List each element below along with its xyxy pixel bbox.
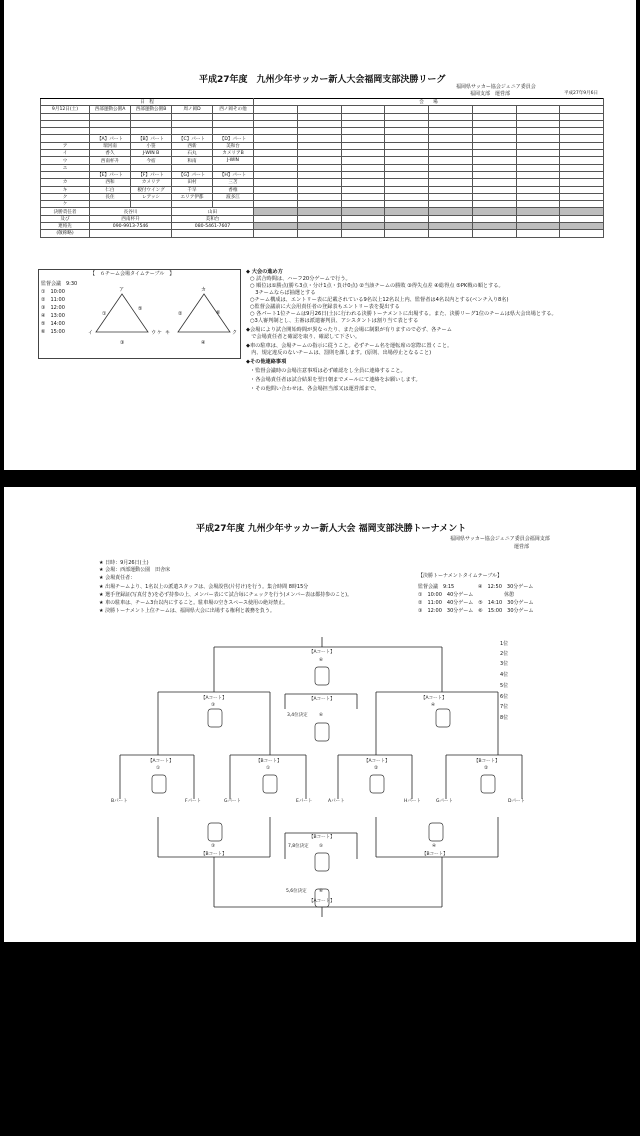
note-line: ◆会場により試合開始時間が異なったり、また会場に制限が有りますので必ず、各チーム bbox=[246, 327, 452, 333]
team-cell: 仁白 bbox=[90, 186, 131, 193]
tri-vertex: ク bbox=[232, 330, 238, 336]
team-cell: 今宿 bbox=[131, 157, 172, 164]
match-no: ⑥ bbox=[319, 713, 324, 718]
issue-date: 平成27年9月6日 bbox=[564, 91, 598, 96]
tt-row: ② 11:00 40分ゲーム ⑤ 14:10 30分ゲーム bbox=[418, 600, 534, 606]
info-line: ★ 会場責任者： bbox=[99, 575, 136, 581]
score-box bbox=[315, 667, 329, 685]
page-league bbox=[4, 0, 636, 470]
org-name: 福岡県サッカー協会ジュニア委員会 bbox=[456, 84, 536, 90]
team-slot: Bパート bbox=[111, 799, 128, 804]
info-line: ★ 選手登録証(写真付き)を必ず持参の上、メンバー表にて試合毎にチェックを行う(メンバー表は都持参のこと)。 bbox=[99, 592, 353, 598]
resp-label: (敬称略) bbox=[41, 230, 90, 237]
venue-cell: 周ノ岡D bbox=[172, 106, 213, 113]
tt-row: ④ 12:50 30分ゲーム bbox=[478, 584, 534, 590]
match-no: ⑥ bbox=[319, 889, 324, 894]
tri-edge: ② bbox=[178, 311, 183, 317]
team-kana: ア bbox=[41, 142, 90, 149]
resp-name: 長谷川 bbox=[90, 208, 172, 215]
date-header: 日 程 bbox=[41, 99, 254, 106]
org-dept: 福岡支部 運営部 bbox=[470, 91, 511, 97]
page-tournament bbox=[4, 487, 636, 942]
block-label: 【B】パート bbox=[131, 135, 172, 142]
team-kana: イ bbox=[41, 150, 90, 157]
team-cell: J-WIN B bbox=[131, 150, 172, 157]
triangle-right bbox=[178, 294, 230, 332]
tt-row: 監督会議 9:15 bbox=[418, 584, 455, 590]
tri-edge: ④ bbox=[201, 340, 206, 346]
note-line: 内、規定違反のないチームは、罰則を課します。(原則、出場停止となること) bbox=[246, 350, 432, 356]
team-kana: キ bbox=[41, 186, 90, 193]
tt-row: ③ 12:00 30分ゲーム ⑥ 15:00 30分ゲーム bbox=[418, 608, 534, 614]
team-cell: 和南 bbox=[172, 157, 213, 164]
court-label: 【Aコート】 bbox=[421, 696, 447, 701]
slot: ④ 13:00 bbox=[41, 313, 65, 319]
note-line: ○ 順位は①勝点(勝ち3点・分け1点・負け0点) ②当該チームの勝敗 ③得失点差 ④総得点 ⑤PK戦の順とする。 bbox=[250, 283, 504, 289]
team-slot: Fパート bbox=[185, 799, 202, 804]
note-line: ◆車の駐車は、会場チームの指示に従うこと。必ずチーム名を運転席の窓際に置くこと。 bbox=[246, 343, 453, 349]
info-line: ★ 出場チームより、1名以上の派遣スタッフは、会場設営(片付け)を行う。集合時間 8時15分 bbox=[99, 584, 309, 590]
score-box bbox=[429, 823, 443, 841]
note-line: ・各会場責任者は試合結果を翌日朝までメールにて連絡をお願いします。 bbox=[250, 377, 421, 383]
team-cell: 西和 bbox=[90, 179, 131, 186]
team-cell: 長住 bbox=[90, 193, 131, 200]
block-label: 【H】パート bbox=[213, 171, 254, 178]
match-label: 5,6位決定 bbox=[286, 889, 307, 894]
note-line: ○ 試合時間は、ハーフ20分ゲームで行う。 bbox=[250, 276, 351, 282]
venue-cell: 西ノ岡その他 bbox=[213, 106, 254, 113]
court-label: 【Aコート】 bbox=[364, 759, 390, 764]
match-no: ③ bbox=[211, 844, 216, 849]
team-slot: Gパート bbox=[436, 799, 453, 804]
tri-edge: ① bbox=[102, 311, 107, 317]
block-label: 【G】パート bbox=[172, 171, 213, 178]
court-label: 【Bコート】 bbox=[309, 835, 335, 840]
match-label: 7,8位決定 bbox=[288, 844, 309, 849]
team-cell: 香久 bbox=[90, 150, 131, 157]
resp-tel: 080-5461-7607 bbox=[172, 223, 254, 230]
court-label: 【Aコート】 bbox=[148, 759, 174, 764]
meeting-time: 監督会議 9:30 bbox=[41, 281, 78, 287]
team-cell: 石丸 bbox=[172, 150, 213, 157]
note-line: ○ 各パート1位チームは9月26日(土)に行われる決勝トーナメントに出場する。また、決勝リーグ1位のチームは県大会出場とする。 bbox=[250, 311, 557, 317]
triangle-diagram bbox=[4, 0, 636, 470]
org-name: 福岡県サッカー協会ジュニア委員会福岡支部 bbox=[450, 536, 550, 542]
team-cell: レアッシ bbox=[131, 193, 172, 200]
team-slot: Gパート bbox=[224, 799, 241, 804]
team-kana: ウ bbox=[41, 157, 90, 164]
page-title: 平成27年度 九州少年サッカー新人大会福岡支部決勝リーグ bbox=[199, 75, 446, 85]
court-label: 【Aコート】 bbox=[201, 696, 227, 701]
venue-cell: 西部運動公園A bbox=[90, 106, 131, 113]
note-line: で会場責任者と確認を取り、確認して下さい。 bbox=[246, 334, 361, 340]
team-cell: 瑞河南 bbox=[90, 142, 131, 149]
score-box bbox=[208, 709, 222, 727]
slot: ① 10:00 bbox=[41, 289, 65, 295]
info-line: ★ 決勝トーナメント上位チームは、福岡県大会に出場する権利と義務を負う。 bbox=[99, 608, 275, 614]
note-line: ・監督会議時の会場注意事項は必ず確認をし全員に連絡すること。 bbox=[250, 368, 406, 374]
resp-label: 及び bbox=[41, 215, 90, 222]
slot: ⑤ 14:00 bbox=[41, 321, 65, 327]
team-slot: Aパート bbox=[328, 799, 345, 804]
info-line: ★ 日時：9月26日(土) bbox=[99, 560, 149, 566]
court-label: 【Bコート】 bbox=[201, 852, 227, 857]
timetable-title: 【 ６チーム会場タイムテーブル 】 bbox=[90, 271, 175, 277]
note-line: ○3人審判制とし、主審は派遣審判員、アシスタントは割り当て表とする bbox=[250, 318, 419, 324]
note-line: 3チームならば抽選とする bbox=[250, 290, 316, 296]
team-cell: 西南杯升 bbox=[90, 157, 131, 164]
tri-edge: ③ bbox=[120, 340, 125, 346]
venue-cell: 西部運動公園B bbox=[131, 106, 172, 113]
match-no: ① bbox=[156, 766, 161, 771]
tri-vertex: ア bbox=[119, 287, 125, 293]
note-line: ○監督会議前に大会用責任者の登録表もエントリー表を提出する bbox=[250, 304, 400, 310]
tri-vertex: イ bbox=[88, 330, 94, 336]
court-label: 【Bコート】 bbox=[256, 759, 282, 764]
rank-label: 2位 bbox=[500, 651, 509, 657]
court-label: 【Aコート】 bbox=[309, 899, 335, 904]
team-slot: Dパート bbox=[508, 799, 525, 804]
team-cell: 美和台 bbox=[213, 142, 254, 149]
court-label: 【Aコート】 bbox=[309, 650, 335, 655]
match-no: ① bbox=[266, 766, 271, 771]
rank-label: 4位 bbox=[500, 672, 509, 678]
page-title: 平成27年度 九州少年サッカー新人大会 福岡支部決勝トーナメント bbox=[196, 524, 467, 534]
match-no: ③ bbox=[211, 703, 216, 708]
team-kana: カ bbox=[41, 179, 90, 186]
date-cell: 9月12日(土) bbox=[41, 106, 90, 113]
org-dept: 運営部 bbox=[514, 544, 530, 550]
score-box bbox=[263, 775, 277, 793]
team-kana: ケ bbox=[41, 201, 90, 208]
score-box bbox=[315, 723, 329, 741]
team-cell: J-WIN bbox=[213, 157, 254, 164]
notes-heading: ◆その他連絡事項 bbox=[246, 359, 287, 365]
block-label: 【A】パート bbox=[90, 135, 131, 142]
court-label: 【Bコート】 bbox=[422, 852, 448, 857]
match-no: ② bbox=[484, 766, 489, 771]
team-cell: カメリアB bbox=[213, 150, 254, 157]
score-box bbox=[370, 775, 384, 793]
tri-vertex: ウ bbox=[151, 330, 157, 336]
team-cell: 香椎 bbox=[213, 186, 254, 193]
resp-label: 連絡先 bbox=[41, 223, 90, 230]
resp-club: 西南杯升 bbox=[90, 215, 172, 222]
tri-extra: ケ bbox=[157, 330, 163, 336]
match-no: ④ bbox=[432, 844, 437, 849]
court-label: 【Bコート】 bbox=[474, 759, 500, 764]
court-label: 【Aコート】 bbox=[309, 697, 335, 702]
team-cell: 三苫 bbox=[213, 179, 254, 186]
match-no: ⑥ bbox=[319, 658, 324, 663]
tt-row: 休憩 bbox=[504, 592, 515, 598]
team-slot: Eパート bbox=[296, 799, 313, 804]
team-cell: エリア伊都 bbox=[172, 193, 213, 200]
match-no: ④ bbox=[431, 703, 436, 708]
rank-label: 8位 bbox=[500, 715, 509, 721]
team-cell: 千早 bbox=[172, 186, 213, 193]
team-cell: 田村 bbox=[172, 179, 213, 186]
rank-label: 3位 bbox=[500, 661, 509, 667]
venue-header: 会 場 bbox=[254, 99, 604, 106]
slot: ② 11:00 bbox=[41, 297, 65, 303]
team-cell: カメリア bbox=[131, 179, 172, 186]
match-no: ② bbox=[374, 766, 379, 771]
tri-vertex: カ bbox=[201, 287, 207, 293]
score-box bbox=[436, 709, 450, 727]
team-cell: 小笹 bbox=[131, 142, 172, 149]
slot: ⑥ 15:00 bbox=[41, 329, 65, 335]
rank-label: 1位 bbox=[500, 641, 509, 647]
block-label: 【E】パート bbox=[90, 171, 131, 178]
resp-label: 決勝責任者 bbox=[41, 208, 90, 215]
score-box bbox=[208, 823, 222, 841]
score-box bbox=[315, 853, 329, 871]
slot: ③ 12:00 bbox=[41, 305, 65, 311]
team-cell: 板付ウイング bbox=[131, 186, 172, 193]
note-line: ・その他問い合わせは、各会場担当部又は運営部まで。 bbox=[250, 386, 380, 392]
rank-label: 6位 bbox=[500, 694, 509, 700]
team-cell: 西新 bbox=[172, 142, 213, 149]
info-line: ★ 車の駐車は、チーム3台以内にすること。駐車場の空きスペース使用の絶対禁止。 bbox=[99, 600, 289, 606]
info-line: ★ 会場：西部運動公園 田舎床 bbox=[99, 567, 171, 573]
rank-label: 5位 bbox=[500, 683, 509, 689]
resp-name: 山田 bbox=[172, 208, 254, 215]
tri-edge: ⑤ bbox=[138, 306, 143, 312]
score-box bbox=[152, 775, 166, 793]
block-label: 【D】パート bbox=[213, 135, 254, 142]
rank-label: 7位 bbox=[500, 704, 509, 710]
tt-row: ① 10:00 40分ゲーム bbox=[418, 592, 474, 598]
resp-club: 美和台 bbox=[172, 215, 254, 222]
resp-tel: 090-9913-7546 bbox=[90, 223, 172, 230]
timetable-title: 【決勝トーナメントタイムテーブル】 bbox=[418, 573, 503, 579]
block-label: 【C】パート bbox=[172, 135, 213, 142]
match-label: 3,4位決定 bbox=[287, 713, 308, 718]
team-slot: Hパート bbox=[404, 799, 421, 804]
note-line: ○チーム構成は、エントリー表に記載されている9名以上12名以上内、監督者は4名以内とする(ベンチ入り8名) bbox=[250, 297, 509, 303]
match-no: ⑤ bbox=[319, 844, 324, 849]
notes-heading: ◆ 大会の進め方 bbox=[246, 269, 283, 275]
tri-edge: ⑥ bbox=[216, 310, 221, 316]
block-label: 【F】パート bbox=[131, 171, 172, 178]
team-cell: 波多江 bbox=[213, 193, 254, 200]
score-box bbox=[481, 775, 495, 793]
tri-vertex: キ bbox=[165, 330, 171, 336]
team-kana: エ bbox=[41, 164, 90, 171]
team-kana: ク bbox=[41, 193, 90, 200]
